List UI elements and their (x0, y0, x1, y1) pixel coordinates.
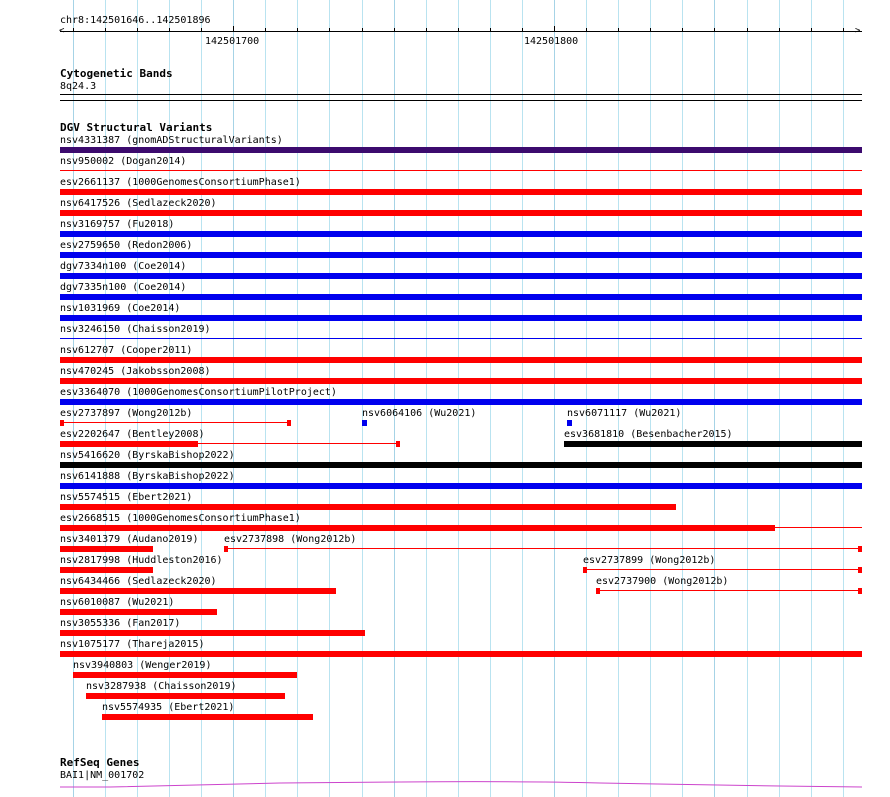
ruler-left-arrow: < (59, 26, 65, 36)
variant-label[interactable]: dgv7334n100 (Coe2014) (60, 261, 187, 272)
variant-label[interactable]: nsv3287938 (Chaisson2019) (86, 681, 237, 692)
ruler-tick (522, 28, 523, 32)
ruler-right-arrow: > (855, 26, 861, 36)
variant-label[interactable]: nsv3401379 (Audano2019) (60, 534, 199, 545)
ruler-tick (458, 28, 459, 32)
ruler-tick (779, 28, 780, 32)
ruler-tick (297, 28, 298, 32)
variant-bar[interactable] (60, 399, 862, 405)
variant-end-stop[interactable] (858, 567, 862, 573)
variant-bar[interactable] (60, 294, 862, 300)
variant-label[interactable]: nsv3246150 (Chaisson2019) (60, 324, 211, 335)
variant-bar[interactable] (60, 483, 862, 489)
variant-line[interactable] (60, 338, 862, 339)
variant-label[interactable]: dgv7335n100 (Coe2014) (60, 282, 187, 293)
variant-bar[interactable] (102, 714, 313, 720)
variant-line[interactable] (198, 443, 400, 444)
variant-bar[interactable] (60, 231, 862, 237)
variant-bar[interactable] (60, 252, 862, 258)
variant-label[interactable]: nsv3055336 (Fan2017) (60, 618, 181, 629)
variant-end-start[interactable] (596, 588, 600, 594)
ruler-tick (105, 28, 106, 32)
ruler-tick (586, 28, 587, 32)
variant-bar[interactable] (60, 504, 676, 510)
ruler-tick (650, 28, 651, 32)
refseq-gene-label[interactable]: BAI1|NM_001702 (60, 770, 145, 781)
variant-dot[interactable] (567, 420, 572, 426)
variant-end-stop[interactable] (287, 420, 291, 426)
variant-bar[interactable] (60, 546, 153, 552)
variant-line[interactable] (60, 422, 291, 423)
ruler-tick-label-1: 142501700 (205, 36, 260, 47)
variant-bar[interactable] (60, 357, 862, 363)
variant-end-start[interactable] (60, 420, 64, 426)
ruler-tick (714, 28, 715, 32)
variant-label[interactable]: nsv6064106 (Wu2021) (362, 408, 477, 419)
variant-label[interactable]: esv2737900 (Wong2012b) (596, 576, 729, 587)
variant-label[interactable]: esv2661137 (1000GenomesConsortiumPhase1) (60, 177, 301, 188)
variant-bar[interactable] (60, 651, 862, 657)
variant-label[interactable]: nsv3940803 (Wenger2019) (73, 660, 212, 671)
ruler-tick (265, 28, 266, 32)
variant-bar[interactable] (60, 567, 153, 573)
variant-label[interactable]: esv3364070 (1000GenomesConsortiumPilotProject) (60, 387, 337, 398)
cytogenetic-track-title: Cytogenetic Bands (60, 67, 173, 80)
gene-line (60, 782, 862, 787)
variant-label[interactable]: nsv470245 (Jakobsson2008) (60, 366, 211, 377)
variant-bar[interactable] (60, 273, 862, 279)
ruler-tick (394, 28, 395, 32)
ruler-tick-label-2: 142501800 (524, 36, 579, 47)
variant-label[interactable]: nsv4331387 (gnomADStructuralVariants) (60, 135, 283, 146)
ruler-tick (682, 28, 683, 32)
variant-label[interactable]: nsv5416620 (ByrskaBishop2022) (60, 450, 235, 461)
variant-bar[interactable] (86, 693, 285, 699)
ruler-tick (233, 26, 234, 32)
ruler-tick (811, 28, 812, 32)
variant-label[interactable]: nsv6141888 (ByrskaBishop2022) (60, 471, 235, 482)
variant-label[interactable]: esv2668515 (1000GenomesConsortiumPhase1) (60, 513, 301, 524)
variant-dot[interactable] (362, 420, 367, 426)
cytogenetic-band-label: 8q24.3 (60, 81, 97, 92)
ruler-tick (554, 26, 555, 32)
variant-line[interactable] (775, 527, 862, 528)
variant-bar[interactable] (60, 378, 862, 384)
variant-label[interactable]: nsv612707 (Cooper2011) (60, 345, 193, 356)
cytogenetic-band-top-line (60, 94, 862, 95)
variant-label[interactable]: nsv950002 (Dogan2014) (60, 156, 187, 167)
variant-label[interactable]: nsv6010087 (Wu2021) (60, 597, 175, 608)
ruler-axis (60, 31, 862, 32)
variant-bar[interactable] (60, 609, 217, 615)
variant-bar[interactable] (60, 630, 365, 636)
variant-bar[interactable] (60, 189, 862, 195)
variant-bar[interactable] (60, 525, 775, 531)
ruler-tick (73, 28, 74, 32)
variant-bar[interactable] (60, 588, 336, 594)
variant-label[interactable]: nsv3169757 (Fu2018) (60, 219, 175, 230)
variant-bar[interactable] (73, 672, 297, 678)
variant-end-stop[interactable] (396, 441, 400, 447)
ruler-tick (490, 28, 491, 32)
variant-label[interactable]: esv3681810 (Besenbacher2015) (564, 429, 733, 440)
variant-label[interactable]: esv2737897 (Wong2012b) (60, 408, 193, 419)
variant-label[interactable]: nsv6071117 (Wu2021) (567, 408, 682, 419)
variant-bar[interactable] (564, 441, 862, 447)
refseq-track-title: RefSeq Genes (60, 756, 140, 769)
variant-line[interactable] (224, 548, 862, 549)
variant-bar[interactable] (60, 462, 862, 468)
variant-label[interactable]: nsv1031969 (Coe2014) (60, 303, 181, 314)
variant-line[interactable] (596, 590, 862, 591)
ruler-tick (329, 28, 330, 32)
variant-end-stop[interactable] (858, 546, 862, 552)
variant-label[interactable]: nsv6417526 (Sedlazeck2020) (60, 198, 217, 209)
variant-label[interactable]: esv2737899 (Wong2012b) (583, 555, 716, 566)
dgv-track-title: DGV Structural Variants (60, 121, 213, 134)
variant-label[interactable]: esv2759650 (Redon2006) (60, 240, 193, 251)
variant-line[interactable] (60, 170, 862, 171)
ruler-tick (137, 28, 138, 32)
variant-label[interactable]: nsv5574935 (Ebert2021) (102, 702, 235, 713)
ruler-tick (362, 28, 363, 32)
ruler-tick (843, 28, 844, 32)
variant-end-start[interactable] (583, 567, 587, 573)
cytogenetic-band-bottom-line (60, 100, 862, 101)
ruler-tick (201, 28, 202, 32)
variant-label[interactable]: nsv5574515 (Ebert2021) (60, 492, 193, 503)
variant-bar[interactable] (60, 210, 862, 216)
ruler-location: chr8:142501646..142501896 (60, 15, 211, 26)
variant-label[interactable]: esv2737898 (Wong2012b) (224, 534, 357, 545)
variant-line[interactable] (583, 569, 862, 570)
variant-bar[interactable] (60, 315, 862, 321)
variant-label[interactable]: esv2202647 (Bentley2008) (60, 429, 205, 440)
variant-end-stop[interactable] (858, 588, 862, 594)
variant-label[interactable]: nsv1075177 (Thareja2015) (60, 639, 205, 650)
variant-end-start[interactable] (224, 546, 228, 552)
variant-label[interactable]: nsv2817998 (Huddleston2016) (60, 555, 223, 566)
ruler-tick (747, 28, 748, 32)
refseq-gene-feature[interactable] (0, 778, 890, 790)
variant-bar[interactable] (60, 147, 862, 153)
ruler-tick (169, 28, 170, 32)
ruler-tick (426, 28, 427, 32)
variant-label[interactable]: nsv6434466 (Sedlazeck2020) (60, 576, 217, 587)
ruler-tick (618, 28, 619, 32)
variant-bar[interactable] (60, 441, 198, 447)
